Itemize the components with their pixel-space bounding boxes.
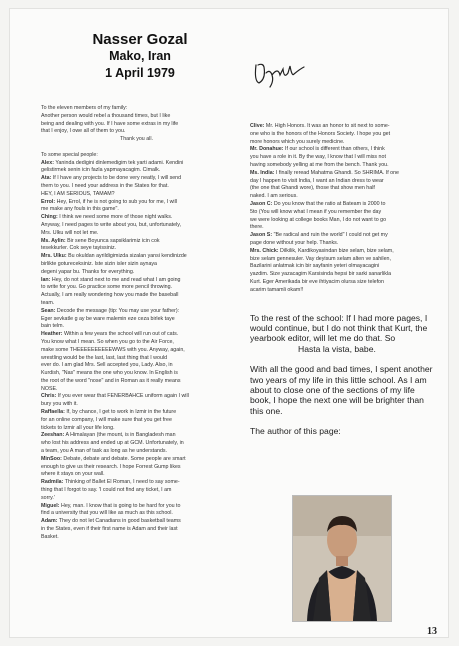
spacer xyxy=(41,144,232,152)
dedication-entry xyxy=(41,518,232,541)
dedication-entry xyxy=(41,409,232,432)
dedication-line: wrestling would be the last, last, last thing that I would xyxy=(41,354,168,361)
intro-line: Thank you all. xyxy=(120,136,153,143)
dedication-line: thing that I forgot to say. 'I could not find any ticket, I am xyxy=(41,487,172,494)
dedication-line: the root of the word "nose" and in Roman as it really means xyxy=(41,377,181,384)
dedication-line: Mrs. Ulku will not let me. xyxy=(41,229,99,236)
student-name: Nasser Gozal xyxy=(92,31,188,48)
dedication-entry xyxy=(250,146,436,169)
dedication-text: Debate, debate and debate. Some people are smart xyxy=(63,455,186,462)
dedication-line: them to you. I need your address in the States for that. xyxy=(41,182,169,189)
dedication-text: If I have any projects to be done very neatly, I will send xyxy=(52,175,182,182)
yearbook-page xyxy=(9,8,449,638)
dedication-name: Heather: xyxy=(41,331,63,338)
dedication-line: naked. I am serious. xyxy=(250,193,298,200)
dedication-line: ever do. I am glad Mrs. Sell accepted you, Lady. Also, in xyxy=(41,362,173,369)
dedication-entry xyxy=(250,170,436,201)
dedication-line: team. xyxy=(41,299,55,306)
dedication-line: in the States, even if their first name is Adam and their last xyxy=(41,526,178,533)
dedication-line xyxy=(41,456,232,464)
dedication-text: Within a few years the school will run out of cats. xyxy=(63,331,179,338)
dedication-line xyxy=(41,518,232,526)
dedication-line: one who is the honors of the Honors Society. I hope you get xyxy=(250,130,391,137)
dedication-line: more honors which you surely medicine. xyxy=(250,138,345,145)
dedication-name: Errol: xyxy=(41,198,56,205)
author-caption: The author of this page: xyxy=(250,426,341,437)
hometown: Mako, Iran xyxy=(109,49,171,63)
signature-graphic xyxy=(250,57,310,91)
dedication-entry xyxy=(41,308,232,331)
dedication-text: Hey, man. I know that is going to be hard for you to xyxy=(61,502,181,509)
right-column xyxy=(250,123,436,437)
dedication-line xyxy=(41,503,232,511)
dedication-text: If you ever wear that FENERBAHCE uniform again I will xyxy=(57,393,189,400)
dedication-line: Anyway, I need pages to write about you, but, unfortunately, xyxy=(41,221,181,228)
dedication-text: Dilkilik, Kardikoyasindan bize selam, bize selam, xyxy=(280,247,394,254)
dedication-name: Ms. India: xyxy=(250,169,275,176)
dedication-entry xyxy=(41,456,232,479)
dedication-line: NOSE. xyxy=(41,385,58,392)
intro-line: To the eleven members of my family: xyxy=(41,105,128,111)
dedication-line: Kurt. Eger Amerikada bir eve ihtiyacim olursa size telefon xyxy=(250,278,384,285)
dedication-line xyxy=(41,238,232,246)
dedication-text: Do you know that the ratio at Bateam is 2000 to xyxy=(273,200,386,207)
dedication-text: Hey, Errol, if he is not going to sub you for me, I will xyxy=(56,198,177,205)
dedication-entry xyxy=(250,123,436,146)
dedication-line: for an online company, I will make sure that you get free xyxy=(41,416,172,423)
birth-date: 1 April 1979 xyxy=(105,66,175,80)
dedication-name: Clive: xyxy=(250,123,265,129)
dedication-line: Basket. xyxy=(41,533,59,540)
dedication-line: Kurdish, "Nas" means the one who you know. In English is xyxy=(41,370,178,377)
dedication-line: birlikte gotureceksiniz. Iste sizin isler sizin aynaya xyxy=(41,260,157,267)
dedication-line xyxy=(41,277,232,285)
dedication-line: me make any fouls in this game". xyxy=(41,206,119,213)
dedication-entry xyxy=(41,253,232,276)
dedication-name: Zeeshan: xyxy=(41,432,65,439)
dedication-line: sorry.' xyxy=(41,494,55,501)
dedication-name: Ian: xyxy=(41,276,51,283)
dedication-line: You know what I mean. So when you go to the Air Force, xyxy=(41,338,174,345)
dedication-line: where it stays on your wall. xyxy=(41,471,105,478)
left-column xyxy=(41,105,232,542)
dedication-name: Mr. Donahue: xyxy=(250,146,284,153)
intro-line: being and dealing with you. If I have some extras in my life xyxy=(41,120,179,127)
dedication-entry xyxy=(41,277,232,308)
intro-line: Another person would rebel a thousand times, but I like xyxy=(41,112,171,119)
dedication-line xyxy=(250,123,436,131)
dedication-entry xyxy=(41,175,232,198)
dedication-line: make some THEEEEEEEEEEWWS with you. Anyway, again, xyxy=(41,346,185,353)
dedication-line xyxy=(41,393,232,401)
author-photo xyxy=(292,495,392,622)
dedication-line: 5to (You will know what I mean if you remember the day xyxy=(250,208,382,215)
dedication-line: yazdim. Size yazacagim Karsisinda hepsi bir sarki sanarlikla xyxy=(250,271,392,278)
dedication-line xyxy=(250,232,436,240)
dedication-text: Decode the message (tip: You may use your father): xyxy=(56,307,180,314)
dedication-line: Bazilarini anlatmak icin bir sayfanin yeteri olmayacagini xyxy=(250,263,380,270)
dedication-line: find a university that you will like as much as this school. xyxy=(41,510,173,517)
dedication-line: we were looking at college books Man, I do not want to go xyxy=(250,216,387,223)
intro-line: that I enjoy, I owe all of them to you. xyxy=(41,128,126,135)
dedication-line: HEY, I AM SERIOUS, TAMAM? xyxy=(41,190,115,197)
dedication-line xyxy=(41,199,232,207)
dedication-name: Miguel: xyxy=(41,502,60,509)
dedication-text: If our school is different than others, I think xyxy=(285,146,385,153)
dedication-line: bury you with it. xyxy=(41,401,78,408)
dedication-text: If, by chance, I get to work in Izmir in the future xyxy=(66,409,177,416)
dedication-text: "Be radical and ruin the world" I could not get my xyxy=(273,232,388,239)
dedication-entry xyxy=(250,248,436,295)
dedication-line: having somebody yelling at me from the bench. Thank you. xyxy=(250,161,389,168)
dedication-name: Adam: xyxy=(41,518,58,525)
dedication-line: (the one that Ghandi wore), those that show men half xyxy=(250,185,375,192)
dedication-text: I think we need some more of those night walks. xyxy=(59,214,173,221)
dedication-line: degeni yapar bu. Thanks for everything. xyxy=(41,268,135,275)
dedication-name: Jason S: xyxy=(250,232,273,239)
dedication-line: who lost his address and ended up at GCM. Unfortunately, in xyxy=(41,440,184,447)
dedication-line: there. xyxy=(250,224,264,231)
dedication-line: Actually, I am really wondering how you made the baseball xyxy=(41,292,179,299)
dedication-entry xyxy=(41,479,232,502)
dedication-line xyxy=(41,160,232,168)
dedication-entry xyxy=(41,503,232,519)
dedication-name: Raffaella: xyxy=(41,409,65,416)
dedication-line xyxy=(41,432,232,440)
dedication-name: MinSoo: xyxy=(41,455,62,462)
dedication-name: Jason C: xyxy=(250,200,273,207)
dedication-line xyxy=(250,146,436,154)
dedication-entry xyxy=(41,160,232,176)
dedication-entry xyxy=(41,214,232,237)
dedication-line: a team, you A man of task as long as he understands. xyxy=(41,448,168,455)
dedication-entry xyxy=(250,201,436,232)
dedication-entry xyxy=(41,238,232,254)
dedication-line xyxy=(250,248,436,256)
dedication-line xyxy=(41,331,232,339)
dedication-line: tesekkurler. Cok seye tayissiniz. xyxy=(41,245,117,252)
dedication-text: Mr. High Honors. It was an honor to sit next to some- xyxy=(265,123,390,129)
dedication-line xyxy=(41,214,232,222)
dedication-name: Radmila: xyxy=(41,479,64,486)
farewell-line: Hasta la vista, babe. xyxy=(298,343,376,354)
dedication-line: bize selam gennesuler. Vay deyisum selam alten ve sahilen, xyxy=(250,255,391,262)
dedication-line: page done without your help. Thanks. xyxy=(250,239,339,246)
closing-paragraph: To the rest of the school: If I had more pages, I would continue, but I do not think that Kurt, the yearbook editor, will let me do that. So xyxy=(250,312,428,344)
dedication-text: Bu okuldan ayrildigimizda sizalan yansi kendinizde xyxy=(68,253,187,260)
dedication-text: They do not let Canadians in good basketball teams xyxy=(58,518,181,525)
reflection-paragraph: With all the good and bad times, I spent another two years of my life in this little school. As I am about to close one of the sections of my life book, I hope the next one will be brighter than this one. xyxy=(250,364,433,416)
dedication-name: Mrs. Chick: xyxy=(250,247,279,254)
dedication-entry xyxy=(41,393,232,409)
dedication-line xyxy=(41,253,232,261)
dedication-line xyxy=(250,170,436,178)
dedication-entry xyxy=(41,199,232,215)
dedication-line: acarim tamamli okam!! xyxy=(250,286,304,293)
dedication-name: Alex: xyxy=(41,159,54,166)
dedication-line: enough to give us their research. I hope Forrest Gump likes xyxy=(41,463,181,470)
dedication-text: A Himalayan (the mount, is in Bangladesh man xyxy=(65,432,176,439)
dedication-text: I finally reread Mahatma Ghandi. So SHRIMA. If one xyxy=(275,169,399,176)
dedication-line xyxy=(41,175,232,183)
dedication-text: Bir sene Boyunca sapsiklarimiz icin cok xyxy=(67,237,160,244)
dedication-name: Ms. Aylin: xyxy=(41,237,66,244)
dedication-line: bain telm. xyxy=(41,323,64,330)
dedication-entry xyxy=(250,232,436,248)
dedication-line xyxy=(250,201,436,209)
dedication-line xyxy=(41,479,232,487)
dedication-text: Yaninda dedigini dinlemedigim tek yarti adami. Kendini xyxy=(55,159,184,166)
dedication-name: Chris: xyxy=(41,393,57,400)
dedication-name: Ching: xyxy=(41,214,58,221)
dedication-entry xyxy=(41,432,232,455)
dedication-line xyxy=(41,409,232,417)
dedication-line: day I happen to visit India, I want an Indian dress to wear xyxy=(250,177,384,184)
dedication-name: Sean: xyxy=(41,307,56,314)
dedication-name: Ata: xyxy=(41,175,52,182)
dedication-line: Eger sevkatle g ay be ware malemin eze ceza birlek taye xyxy=(41,315,175,322)
special-heading: To some special people: xyxy=(41,151,98,158)
dedication-text: Hey, do not stand next to me and read what I am going xyxy=(51,276,181,283)
dedication-line: you have a role in it. By the way, I know that I will miss not xyxy=(250,154,386,161)
dedication-text: Thinking of Ballet El Roman, I need to say some- xyxy=(64,479,180,486)
dedication-line: gelistirmek senin icin fazla yapmayacagim. Cimalk. xyxy=(41,167,161,174)
dedication-line xyxy=(41,308,232,316)
dedication-entry xyxy=(41,331,232,393)
dedication-line: tickets to Izmir all your life long. xyxy=(41,424,115,431)
page-number: 13 xyxy=(427,626,437,637)
dedication-name: Mrs. Ulku: xyxy=(41,253,67,260)
dedication-line: to write for you. Go practice some more pencil throwing. xyxy=(41,284,173,291)
